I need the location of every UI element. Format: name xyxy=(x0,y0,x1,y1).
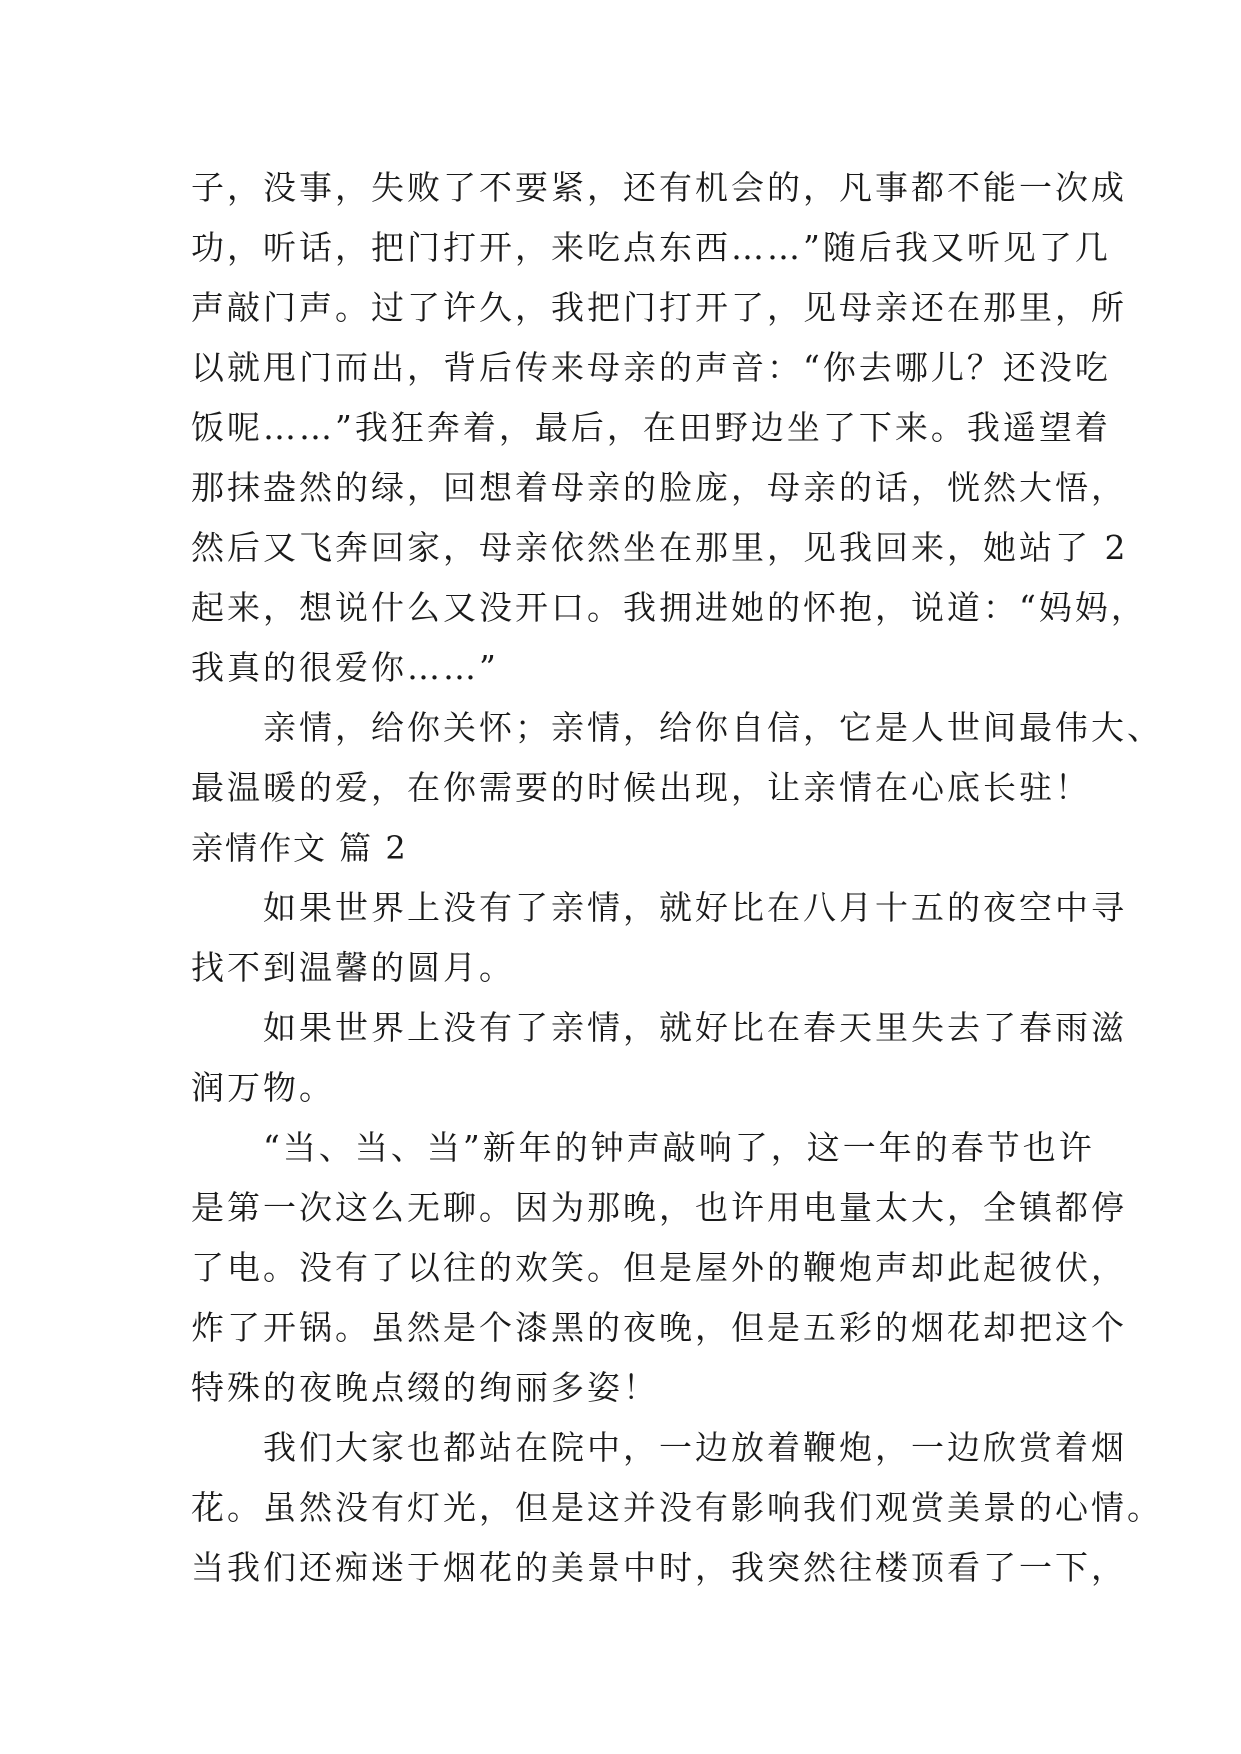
text-line: 子，没事，失败了不要紧，还有机会的，凡事都不能一次成 xyxy=(191,168,1127,207)
text-line: 起来，想说什么又没开口。我拥进她的怀抱，说道：“妈妈， xyxy=(191,588,1147,627)
text-line: 饭呢……”我狂奔着，最后，在田野边坐了下来。我遥望着 xyxy=(191,408,1111,447)
text-line: 我真的很爱你……” xyxy=(191,648,499,687)
text-line: 润万物。 xyxy=(191,1068,335,1107)
text-line: 我们大家也都站在院中，一边放着鞭炮，一边欣赏着烟 xyxy=(191,1428,1127,1467)
text-line: 特殊的夜晚点缀的绚丽多姿！ xyxy=(191,1368,659,1407)
text-line: 如果世界上没有了亲情，就好比在春天里失去了春雨滋 xyxy=(191,1008,1127,1047)
text-line: 亲情，给你关怀；亲情，给你自信，它是人世间最伟大、 xyxy=(191,708,1163,747)
text-line: 找不到温馨的圆月。 xyxy=(191,948,515,987)
essay-body xyxy=(191,158,1163,1598)
text-line: 最温暖的爱，在你需要的时候出现，让亲情在心底长驻！ xyxy=(191,768,1091,807)
text-line: 花。虽然没有灯光，但是这并没有影响我们观赏美景的心情。 xyxy=(191,1488,1163,1527)
text-line: 是第一次这么无聊。因为那晚，也许用电量太大，全镇都停 xyxy=(191,1188,1127,1227)
text-line: 炸了开锅。虽然是个漆黑的夜晚，但是五彩的烟花却把这个 xyxy=(191,1308,1127,1347)
text-line: 那抹盎然的绿，回想着母亲的脸庞，母亲的话，恍然大悟， xyxy=(191,468,1127,507)
text-line: “当、当、当”新年的钟声敲响了，这一年的春节也许 xyxy=(191,1128,1095,1167)
text-line: 当我们还痴迷于烟花的美景中时，我突然往楼顶看了一下， xyxy=(191,1548,1127,1587)
text-line: 然后又飞奔回家，母亲依然坐在那里，见我回来，她站了 2 xyxy=(191,528,1129,567)
section-heading: 亲情作文 篇 2 xyxy=(191,829,408,867)
text-line: 以就甩门而出，背后传来母亲的声音：“你去哪儿？还没吃 xyxy=(191,348,1111,387)
text-line: 了电。没有了以往的欢笑。但是屋外的鞭炮声却此起彼伏， xyxy=(191,1248,1127,1287)
text-line: 如果世界上没有了亲情，就好比在八月十五的夜空中寻 xyxy=(191,888,1127,927)
text-line: 功，听话，把门打开，来吃点东西……”随后我又听见了几 xyxy=(191,228,1111,267)
text-line: 声敲门声。过了许久，我把门打开了，见母亲还在那里，所 xyxy=(191,288,1127,327)
